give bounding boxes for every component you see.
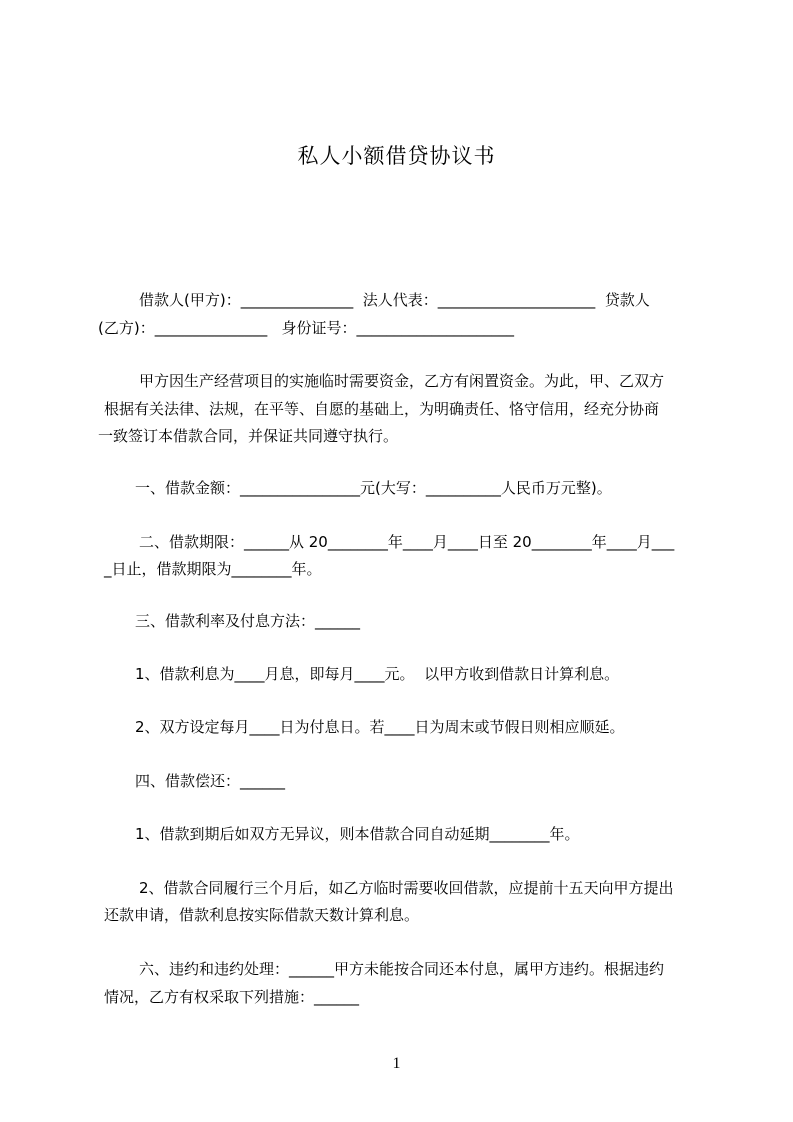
paragraph-line: 借款人(甲方)：_______________ 法人代表：_____________________ 贷款人 — [139, 291, 650, 309]
section-line: 六、违约和违约处理：______甲方未能按合同还本付息，属甲方违约。根据违约 — [139, 960, 665, 978]
section-line: _日止，借款期限为________年。 — [104, 560, 322, 578]
section-line: 二、借款期限：______从 20________年____月____日至 20________年____月___ — [139, 533, 675, 551]
section-line: 三、借款利率及付息方法：______ — [135, 612, 361, 630]
clause-line: 2、双方设定每月____日为付息日。若____日为周末或节假日则相应顺延。 — [135, 718, 625, 736]
section-line: 四、借款偿还：______ — [135, 772, 286, 790]
clause-line: 还款申请，借款利息按实际借款天数计算利息。 — [104, 906, 420, 924]
paragraph-line: (乙方)：_______________ 身份证号：_____________________ — [98, 319, 515, 337]
document-title: 私人小额借贷协议书 — [297, 144, 496, 168]
clause-line: 1、借款利息为____月息，即每月____元。 以甲方收到借款日计算利息。 — [135, 665, 620, 683]
paragraph-line: 甲方因生产经营项目的实施临时需要资金，乙方有闲置资金。为此，甲、乙双方 — [139, 372, 665, 390]
paragraph-line: 一致签订本借款合同，并保证共同遵守执行。 — [98, 427, 399, 445]
clause-line: 2、借款合同履行三个月后，如乙方临时需要收回借款，应提前十五天向甲方提出 — [139, 879, 674, 897]
page-number: 1 — [392, 1055, 401, 1072]
clause-line: 1、借款到期后如双方无异议，则本借款合同自动延期________年。 — [135, 825, 580, 843]
section-line: 一、借款金额：________________元(大写：__________人民币万元整)。 — [135, 479, 612, 497]
paragraph-line: 根据有关法律、法规，在平等、自愿的基础上，为明确责任、恪守信用，经充分协商 — [104, 400, 660, 418]
section-line: 情况，乙方有权采取下列措施：______ — [104, 988, 360, 1006]
